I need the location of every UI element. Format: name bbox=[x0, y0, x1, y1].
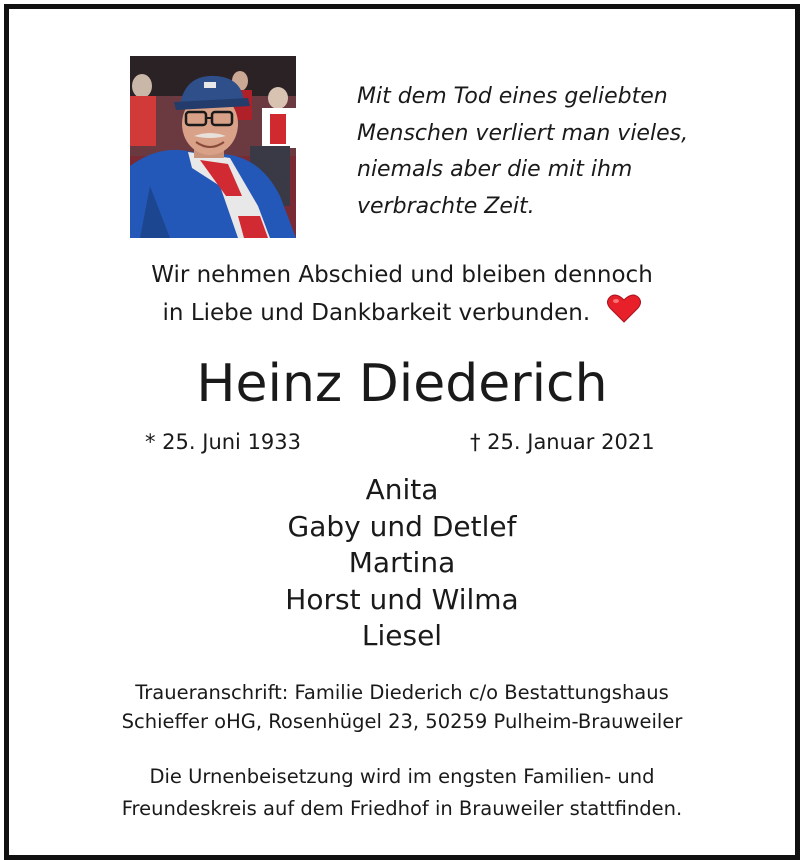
mourner-name: Anita bbox=[365, 473, 439, 506]
birth-date: * 25. Juni 1933 bbox=[145, 430, 302, 454]
deceased-name: Heinz Diederich bbox=[196, 354, 608, 414]
obituary-notice bbox=[4, 4, 800, 860]
address-line: Schieffer oHG, Rosenhügel 23, 50259 Pulheim-Brauweiler bbox=[121, 710, 683, 733]
mourner-name: Martina bbox=[348, 546, 456, 579]
mourning-address bbox=[9, 678, 795, 736]
death-date: † 25. Januar 2021 bbox=[470, 430, 655, 454]
mourner-name: Liesel bbox=[361, 619, 443, 652]
quote-line: niemals aber die mit ihm bbox=[357, 157, 633, 182]
quote-line: verbrachte Zeit. bbox=[357, 193, 535, 219]
farewell-line: in Liebe und Dankbarkeit verbunden. bbox=[162, 300, 591, 326]
burial-line: Die Urnenbeisetzung wird im engsten Familien- und bbox=[149, 765, 655, 788]
address-line: Traueranschrift: Familie Diederich c/o Bestattungshaus bbox=[135, 681, 669, 704]
mourners-list bbox=[9, 472, 795, 655]
burial-notice bbox=[9, 761, 795, 825]
burial-line: Freundeskreis auf dem Friedhof in Brauweiler stattfinden. bbox=[121, 797, 683, 820]
farewell-line: Wir nehmen Abschied und bleiben dennoch bbox=[151, 262, 653, 288]
portrait-photo bbox=[130, 56, 296, 238]
heart-icon bbox=[607, 293, 641, 334]
memorial-quote bbox=[357, 79, 757, 225]
quote-line: Menschen verliert man vieles, bbox=[357, 120, 689, 146]
mourner-name: Gaby und Detlef bbox=[287, 509, 517, 543]
farewell-line-with-heart bbox=[9, 293, 795, 334]
mourner-name: Horst und Wilma bbox=[285, 582, 519, 616]
farewell-message bbox=[9, 257, 795, 334]
quote-line: Mit dem Tod eines geliebten bbox=[357, 84, 668, 109]
